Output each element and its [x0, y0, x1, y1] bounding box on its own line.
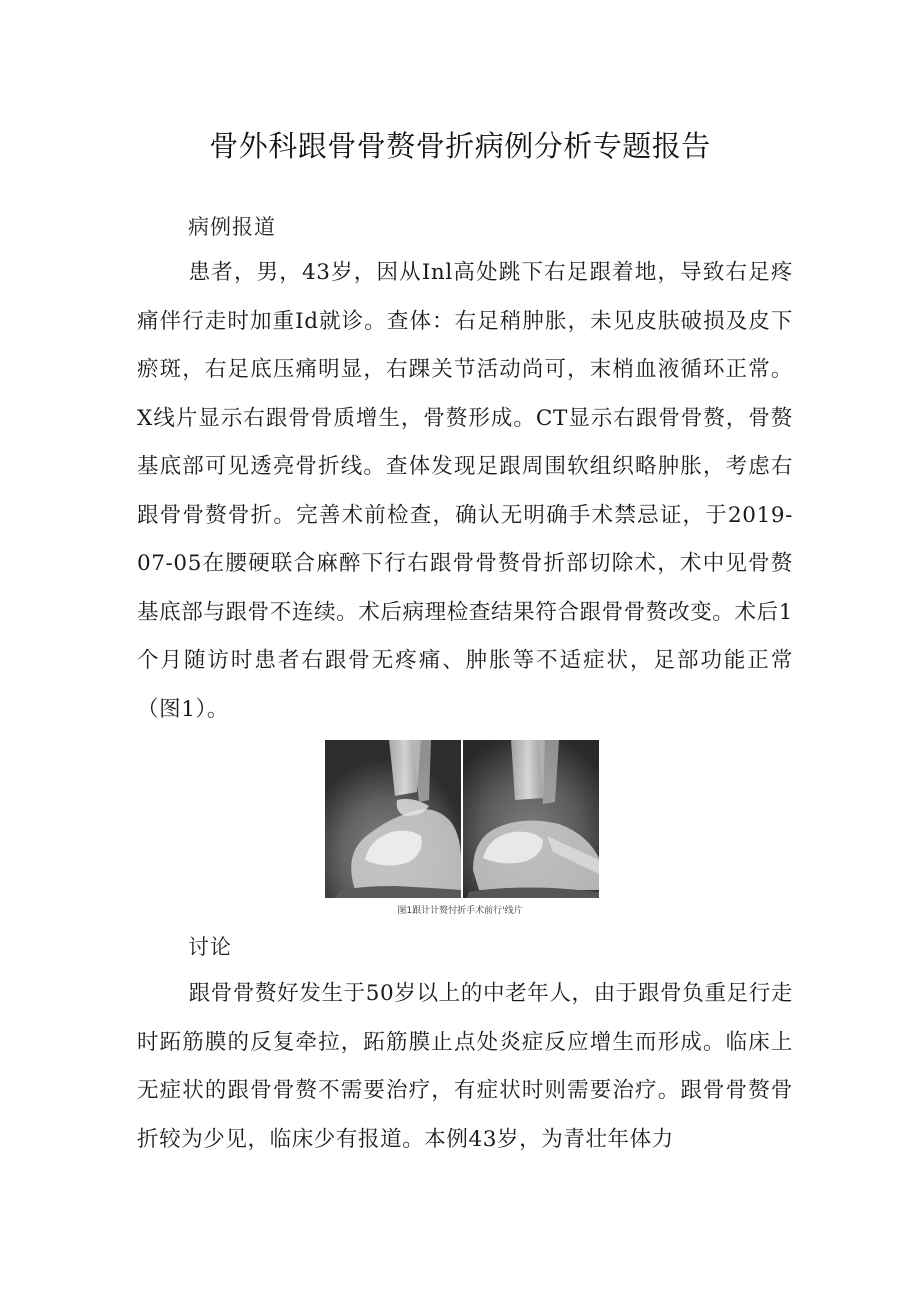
discussion-heading: 讨论 [188, 935, 232, 959]
case-report-heading: 病例报道 [188, 215, 276, 239]
document-title: 骨外科跟骨骨赘骨折病例分析专题报告 [209, 129, 711, 163]
discussion-paragraph: 跟骨骨赘好发生于50岁以上的中老年人，由于跟骨负重足行走时跖筋膜的反复牵拉，跖筋膜止点处炎症反应增生而形成。临床上无症状的跟骨骨赘不需要治疗，有症状时则需要治疗。跟骨骨赘骨折较为少见，临床少有报道。本例43岁，为青壮年体力 [137, 981, 793, 1152]
xray-image-right [463, 740, 599, 898]
case-report-paragraph: 患者，男，43岁，因从Inl高处跳下右足跟着地，导致右足疼痛伴行走时加重Id就诊。查体：右足稍肿胀，未见皮肤破损及皮下瘀斑，右足底压痛明显，右踝关节活动尚可，末梢血液循环正常。X线片显示右跟骨骨质增生，骨赘形成。CT显示右跟骨骨赘，骨赘基底部可见透亮骨折线。查体发现足跟周围软组织略肿胀，考虑右跟骨骨赘骨折。完善术前检查，确认无明确手术禁忌证，于2019-07-05在腰硬联合麻醉下行右跟骨骨赘骨折部切除术，术中见骨赘基底部与跟骨不连续。术后病理检查结果符合跟骨骨赘改变。术后1个月随访时患者右跟骨无疼痛、肿胀等不适症状，足部功能正常（图1）。 [137, 260, 793, 722]
figure-caption: 图1跟计计赘忖折手术前行'线片 [397, 906, 523, 916]
xray-image-left [325, 740, 461, 898]
figure-1 [325, 740, 599, 898]
